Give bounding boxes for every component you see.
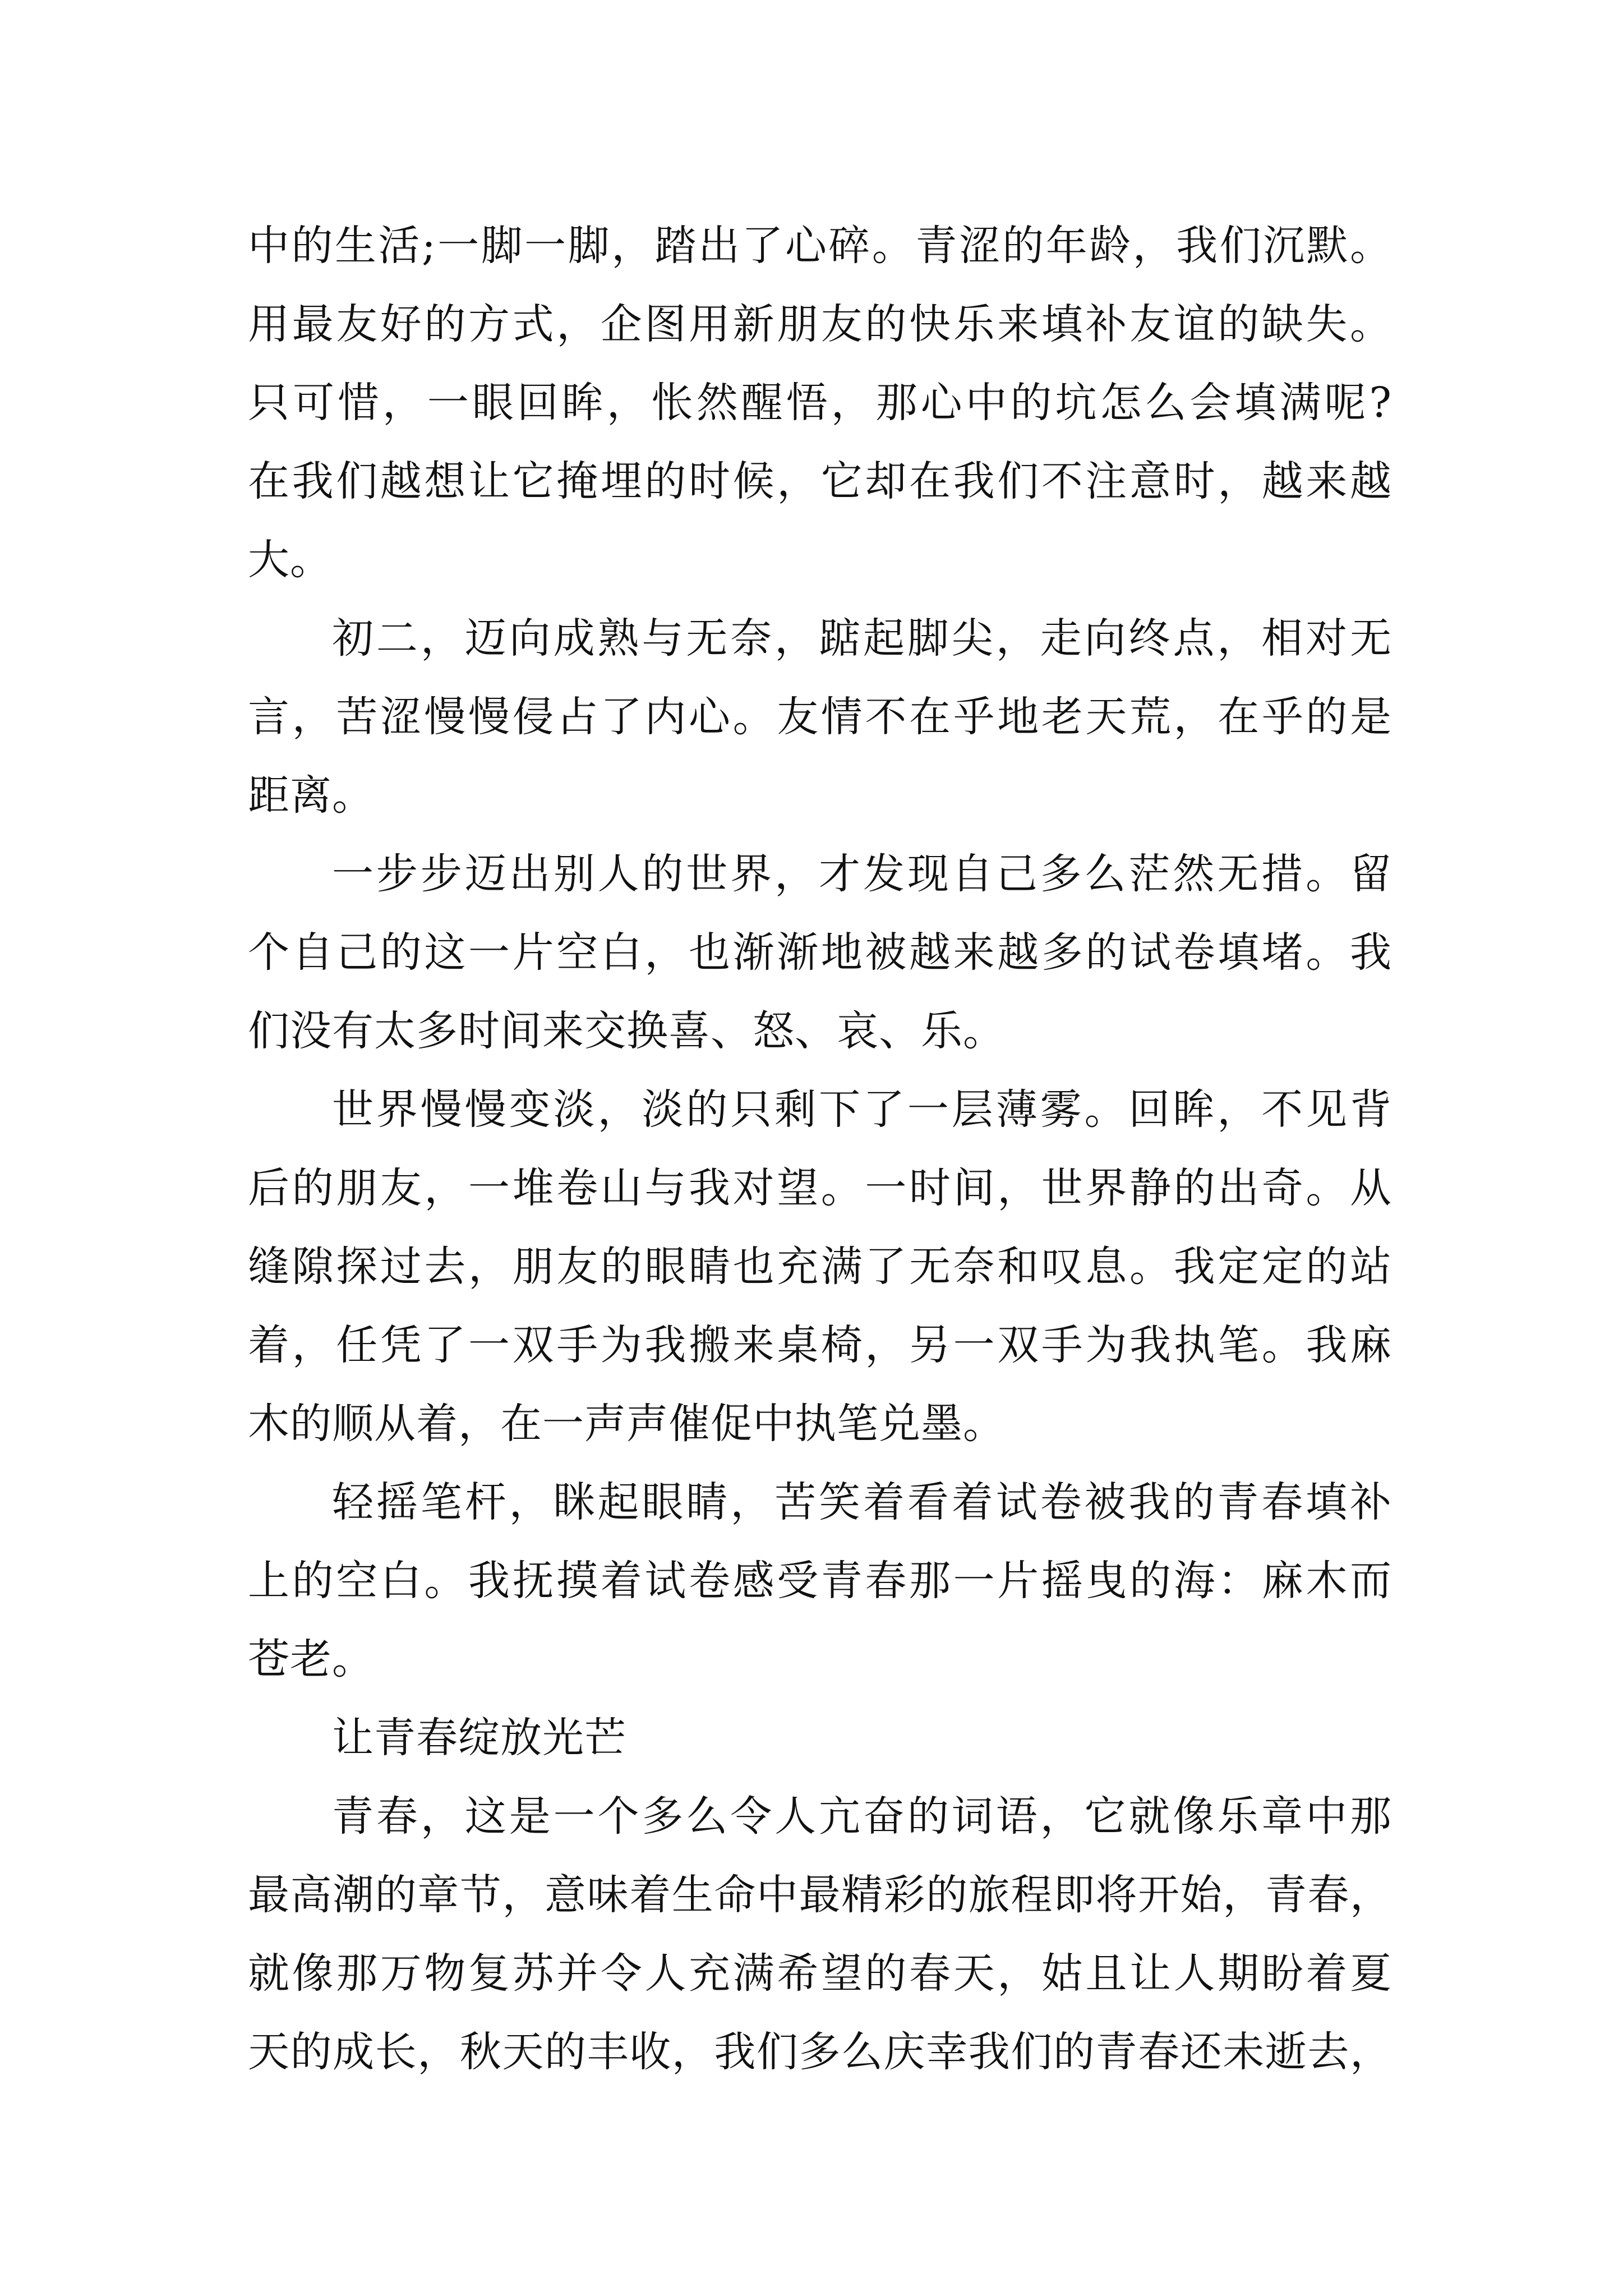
- text-line: 们没有太多时间来交换喜、怒、哀、乐。: [248, 1007, 1005, 1055]
- text-line: 大。: [248, 536, 332, 584]
- text-line: 后的朋友，一堆卷山与我对望。一时间，世界静的出奇。从: [248, 1164, 1392, 1212]
- paragraph-first-line: 青春，这是一个多么令人亢奋的词语，它就像乐章中那: [332, 1792, 1392, 1841]
- paragraph-first-line: 初二，迈向成熟与无奈，踮起脚尖，走向终点，相对无: [332, 614, 1392, 662]
- text-line: 在我们越想让它掩埋的时候，它却在我们不注意时，越来越: [248, 457, 1392, 505]
- text-line: 上的空白。我抚摸着试卷感受青春那一片摇曳的海：麻木而: [248, 1557, 1392, 1605]
- text-line: 苍老。: [248, 1635, 374, 1683]
- text-line: 就像那万物复苏并令人充满希望的春天，姑且让人期盼着夏: [248, 1949, 1392, 1998]
- text-line: 着，任凭了一双手为我搬来桌椅，另一双手为我执笔。我麻: [248, 1321, 1392, 1369]
- text-line: 言，苦涩慢慢侵占了内心。友情不在乎地老天荒，在乎的是: [248, 693, 1392, 741]
- text-line: 只可惜，一眼回眸，怅然醒悟，那心中的坑怎么会填满呢?: [248, 379, 1392, 427]
- text-line: 距离。: [248, 771, 374, 820]
- section-title: 让青春绽放光芒: [332, 1714, 626, 1762]
- text-line: 最高潮的章节，意味着生命中最精彩的旅程即将开始，青春，: [248, 1871, 1392, 1919]
- paragraph-first-line: 轻摇笔杆，眯起眼睛，苦笑着看着试卷被我的青春填补: [332, 1478, 1392, 1526]
- text-line: 缝隙探过去，朋友的眼睛也充满了无奈和叹息。我定定的站: [248, 1243, 1392, 1291]
- text-line: 天的成长，秋天的丰收，我们多么庆幸我们的青春还未逝去，: [248, 2028, 1392, 2076]
- paragraph-first-line: 一步步迈出别人的世界，才发现自己多么茫然无措。留: [332, 850, 1392, 898]
- body-text: [248, 206, 1392, 2091]
- text-line: 用最友好的方式，企图用新朋友的快乐来填补友谊的缺失。: [248, 300, 1392, 348]
- text-line: 中的生活;一脚一脚，踏出了心碎。青涩的年龄，我们沉默。: [248, 222, 1392, 270]
- text-line: 木的顺从着，在一声声催促中执笔兑墨。: [248, 1400, 1005, 1448]
- text-line: 个自己的这一片空白，也渐渐地被越来越多的试卷填堵。我: [248, 928, 1392, 977]
- paragraph-first-line: 世界慢慢变淡，淡的只剩下了一层薄雾。回眸，不见背: [332, 1085, 1392, 1134]
